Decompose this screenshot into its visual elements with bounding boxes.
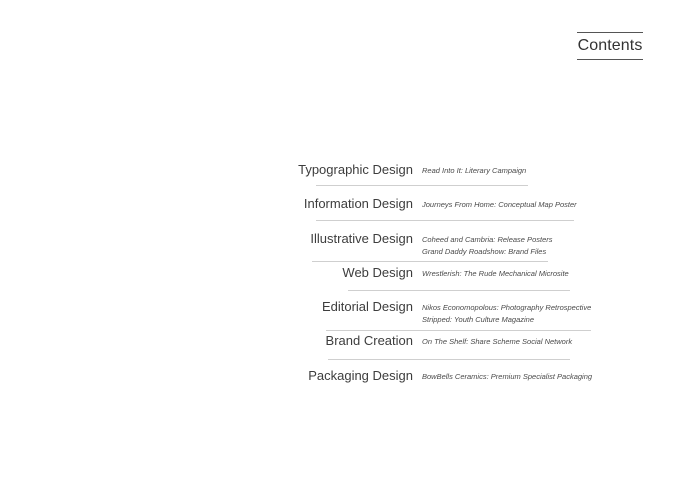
divider — [312, 261, 548, 262]
project-title: Grand Daddy Roadshow: Brand Files — [422, 247, 547, 256]
divider — [316, 185, 528, 186]
project-title: Nikos Economopolous: Photography Retrospective — [422, 303, 592, 312]
category-label: Brand Creation — [325, 333, 413, 348]
project-list — [422, 234, 553, 258]
project-list — [422, 371, 592, 383]
project-title: Coheed and Cambria: Release Posters — [422, 235, 553, 244]
project-list — [422, 199, 577, 211]
project-title: On The Shelf: Share Scheme Social Network — [422, 337, 573, 346]
project-list — [422, 165, 526, 177]
project-title: Wrestlerish: The Rude Mechanical Microsite — [422, 269, 569, 278]
category-label: Illustrative Design — [310, 231, 413, 246]
category-label: Information Design — [303, 196, 413, 211]
project-title: Read Into It: Literary Campaign — [422, 166, 527, 175]
category-label: Typographic Design — [298, 162, 413, 177]
project-title: Stripped: Youth Culture Magazine — [422, 315, 535, 324]
category-label: Editorial Design — [321, 299, 413, 314]
project-title: Journeys From Home: Conceptual Map Poster — [422, 200, 577, 209]
project-title: BowBells Ceramics: Premium Specialist Packaging — [422, 372, 593, 381]
divider — [316, 220, 574, 221]
divider — [326, 330, 591, 331]
project-list — [422, 268, 569, 280]
page-title: Contents — [577, 37, 643, 54]
category-label: Packaging Design — [308, 368, 413, 383]
project-list — [422, 336, 572, 348]
divider — [348, 290, 570, 291]
project-list — [422, 302, 591, 326]
category-label: Web Design — [342, 265, 413, 280]
divider — [328, 359, 570, 360]
